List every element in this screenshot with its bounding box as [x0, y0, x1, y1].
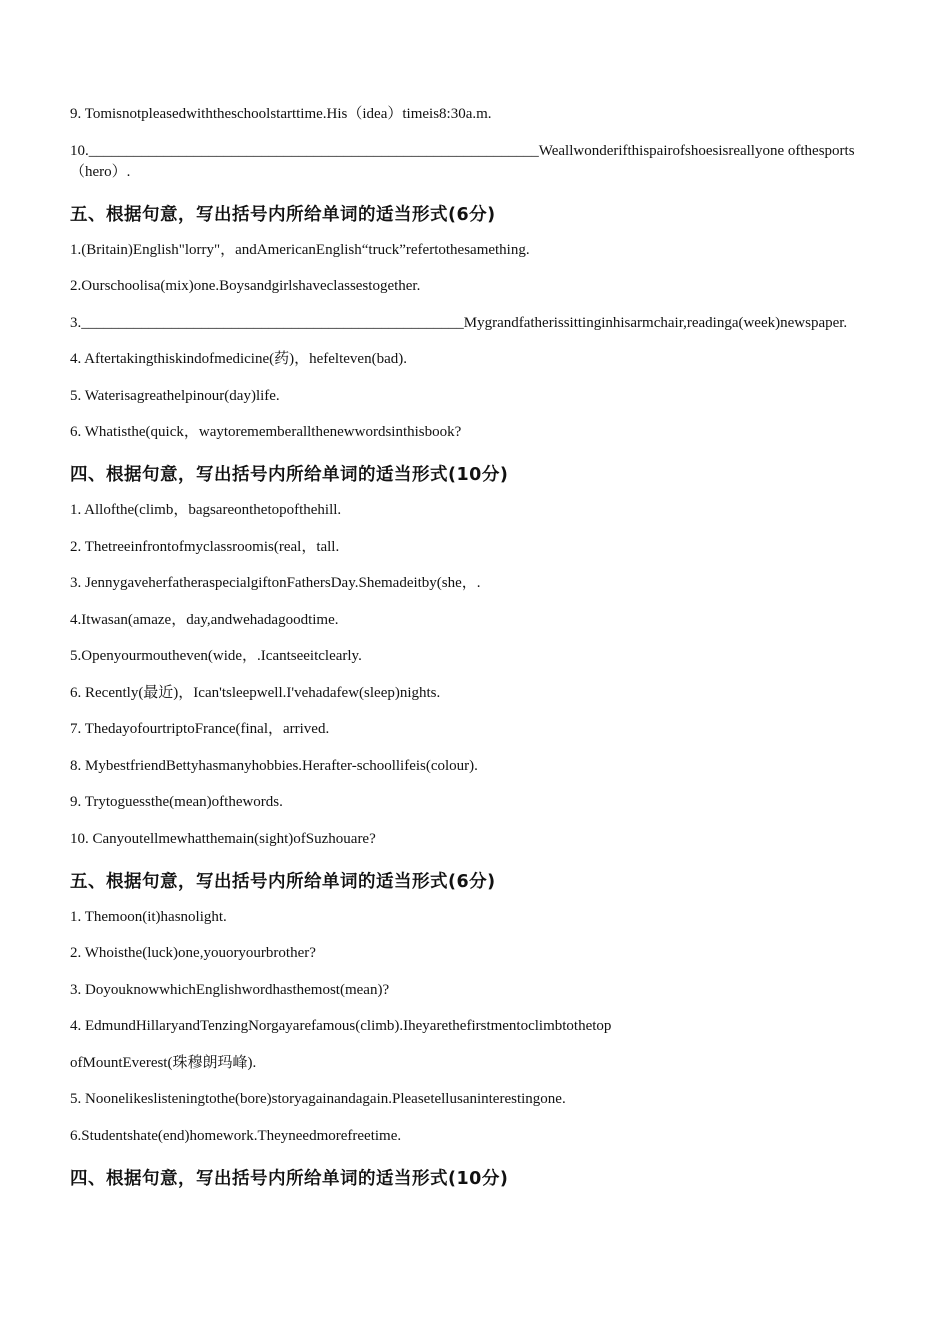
exercise-item: 3.___________________________________________________Mygrandfatherissittinginhisarmchair,readinga(week)newspaper. [70, 314, 848, 331]
exercise-item: 1.(Britain)English"lorry"，andAmericanEnglish“truck”refertothesamething. [70, 241, 530, 258]
exercise-item: 8. MybestfriendBettyhasmanyhobbies.Herafter-schoollifeis(colour). [70, 757, 478, 774]
exercise-item: 6. Whatisthe(quick，waytorememberallthenewwordsinthisbook? [70, 424, 462, 440]
exercise-item: 4. Aftertakingthiskindofmedicine(药)，hefelteven(bad). [70, 351, 407, 367]
section-heading: 五、根据句意，写出括号内所给单词的适当形式(6分) [70, 871, 496, 892]
exercise-item: 2. Whoisthe(luck)one,youoryourbrother? [70, 945, 316, 961]
exercise-item: 1. Themoon(it)hasnolight. [70, 908, 227, 925]
exercise-item: 7. ThedayofourtriptoFrance(final，arrived. [70, 721, 330, 737]
exercise-item: 4. EdmundHillaryandTenzingNorgayarefamous(climb).Iheyarethefirstmentoclimbtothetop [70, 1018, 612, 1034]
exercise-item: 1. Allofthe(climb，bagsareonthetopofthehill. [70, 502, 342, 518]
exercise-item: ofMountEverest(珠穆朗玛峰). [70, 1054, 257, 1071]
exercise-item: 10. Canyoutellmewhatthemain(sight)ofSuzhouare? [70, 830, 376, 847]
exercise-item: 4.Itwasan(amaze，day,andwehadagoodtime. [70, 611, 339, 628]
exercise-item: 5. Waterisagreathelpinour(day)life. [70, 387, 280, 404]
exercise-item: 9. Trytoguessthe(mean)ofthewords. [70, 794, 283, 810]
exercise-item: 2. Thetreeinfrontofmyclassroomis(real，tall. [70, 538, 340, 555]
exercise-item: 2.Ourschoolisa(mix)one.Boysandgirlshaveclassestogether. [70, 278, 421, 294]
exercise-item: 3. DoyouknowwhichEnglishwordhasthemost(mean)? [70, 981, 390, 998]
exercise-item: 10.____________________________________________________________Weallwonderifthispairofshoesisreallyone ofthesports（hero）. [70, 142, 855, 180]
section-heading: 四、根据句意，写出括号内所给单词的适当形式(10分) [70, 1168, 509, 1189]
intro-items [70, 104, 870, 183]
section-3 [70, 870, 870, 1147]
exercise-item: 9. Tomisnotpleasedwiththeschoolstarttime.His（idea）timeis8:30a.m. [70, 106, 492, 122]
exercise-item: 5. Noonelikeslisteningtothe(bore)storyagainandagain.Pleasetellusaninterestingone. [70, 1091, 566, 1107]
section-1 [70, 203, 870, 444]
exercise-item: 6. Recently(最近)，Ican'tsleepwell.I'vehadafew(sleep)nights. [70, 684, 441, 701]
exercise-item: 3. JennygaveherfatheraspecialgiftonFathersDay.Shemadeitby(she，. [70, 575, 481, 591]
document-page [70, 104, 870, 1204]
section-heading: 五、根据句意，写出括号内所给单词的适当形式(6分) [70, 204, 496, 225]
section-2 [70, 463, 870, 850]
exercise-item: 5.Openyourmoutheven(wide，.Icantseeitclearly. [70, 648, 362, 664]
section-4 [70, 1167, 870, 1191]
section-heading: 四、根据句意，写出括号内所给单词的适当形式(10分) [70, 465, 509, 485]
exercise-item: 6.Studentshate(end)homework.Theyneedmorefreetime. [70, 1127, 402, 1144]
